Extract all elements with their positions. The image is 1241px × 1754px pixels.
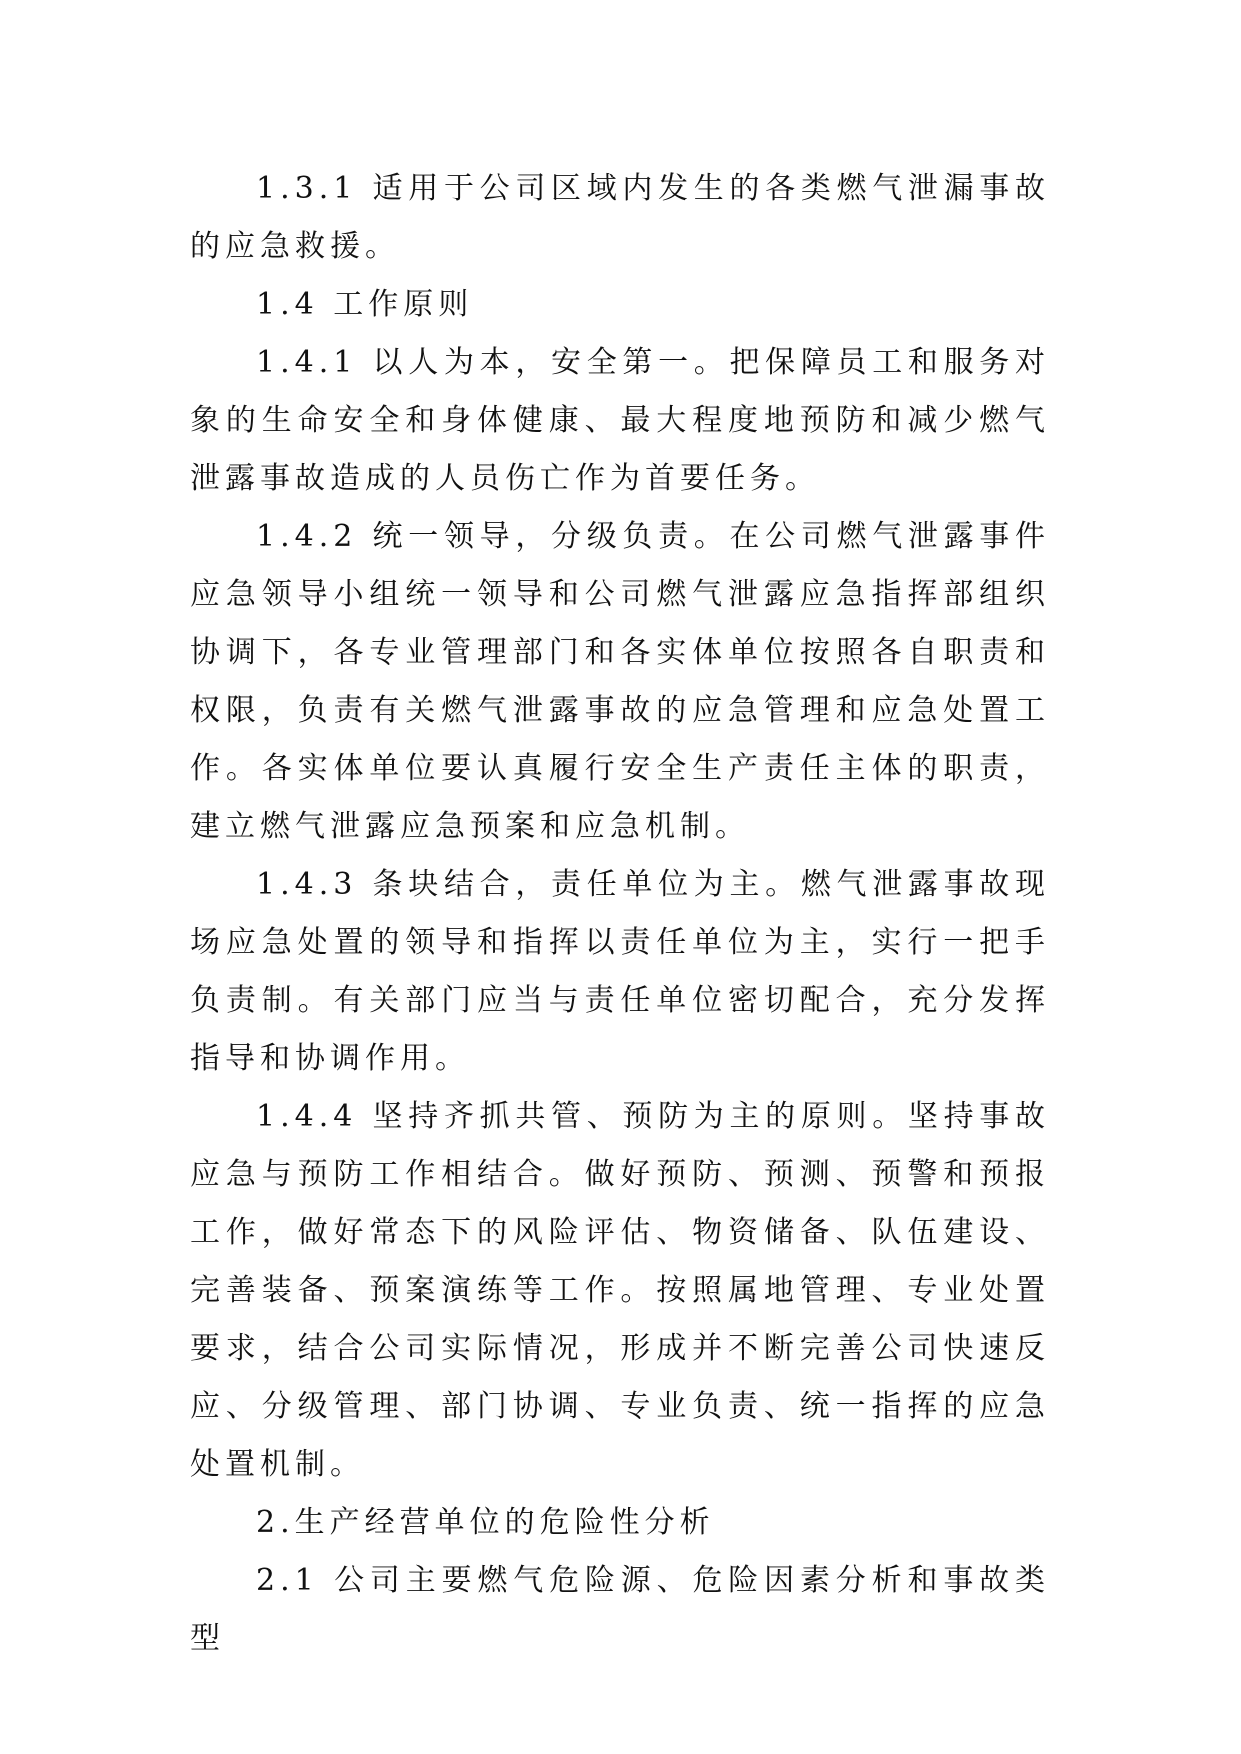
paragraph-1-4-4: 1.4.4 坚持齐抓共管、预防为主的原则。坚持事故应急与预防工作相结合。做好预防、预测、预警和预报工作，做好常态下的风险评估、物资储备、队伍建设、完善装备、预案演练等工作。按照属地管理、专业处置要求，结合公司实际情况，形成并不断完善公司快速反应、分级管理、部门协调、专业负责、统一指挥的应急处置机制。 [190,1099,1050,1482]
document-body [190,160,1050,1668]
heading-2-1-hazard-sources: 2.1 公司主要燃气危险源、危险因素分析和事故类型 [190,1563,1050,1656]
paragraph-1-4-1: 1.4.1 以人为本，安全第一。把保障员工和服务对象的生命安全和身体健康、最大程度地预防和减少燃气泄露事故造成的人员伤亡作为首要任务。 [190,345,1050,496]
heading-2-risk-analysis: 2.生产经营单位的危险性分析 [256,1505,715,1540]
paragraph-1-3-1: 1.3.1 适用于公司区域内发生的各类燃气泄漏事故的应急救援。 [190,171,1050,264]
paragraph-1-4-3: 1.4.3 条块结合，责任单位为主。燃气泄露事故现场应急处置的领导和指挥以责任单位为主，实行一把手负责制。有关部门应当与责任单位密切配合，充分发挥指导和协调作用。 [190,867,1050,1076]
heading-1-4-work-principles: 1.4 工作原则 [256,287,474,322]
paragraph-1-4-2: 1.4.2 统一领导，分级负责。在公司燃气泄露事件应急领导小组统一领导和公司燃气泄露应急指挥部组织协调下，各专业管理部门和各实体单位按照各自职责和权限，负责有关燃气泄露事故的应急管理和应急处置工作。各实体单位要认真履行安全生产责任主体的职责，建立燃气泄露应急预案和应急机制。 [190,519,1050,844]
